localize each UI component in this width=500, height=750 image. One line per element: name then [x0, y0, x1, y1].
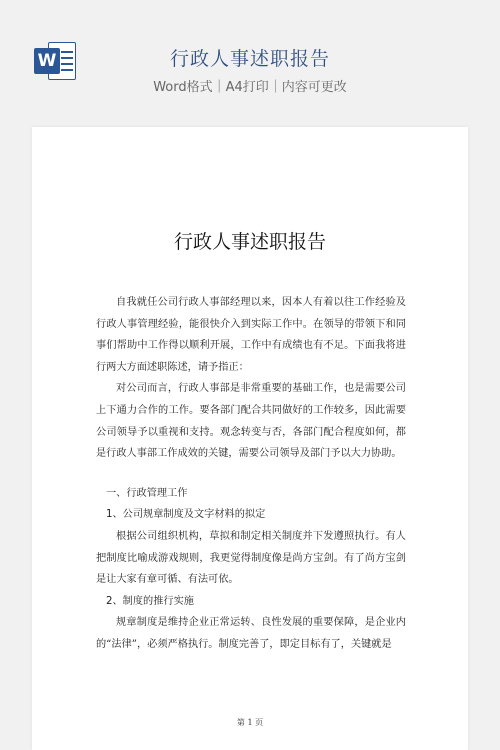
paragraph: 根据公司组织机构，草拟和制定相关制度并下发遵照执行。有人把制度比喻成游戏规则，我更觉得制度像是尚方宝剑。有了尚方宝剑是让大家有章可循、有法可依。 — [96, 530, 406, 586]
subsection-heading: 2、制度的推行实施 — [106, 595, 194, 607]
paragraph: 自我就任公司行政人事部经理以来，因本人有着以往工作经验及行政人事管理经验，能很快介入到实际工作中。在领导的带领下和同事们帮助中工作得以顺利开展，工作中有成绩也有不足。下面我将进行两大方面述职陈述，请予指正： — [96, 297, 406, 373]
document-page — [32, 127, 468, 750]
document-body — [96, 292, 406, 656]
header-title: 行政人事述职报告 — [169, 48, 330, 70]
word-badge: W — [34, 48, 60, 74]
paragraph: 规章制度是维持企业正常运转、良性发展的重要保障，是企业内的“法律”，必须严格执行。制度完善了，即定目标有了，关键就是 — [96, 617, 406, 650]
header — [0, 0, 500, 120]
section-heading: 一、行政管理工作 — [106, 487, 188, 499]
paragraph: 对公司而言，行政人事部是非常重要的基础工作，也是需要公司上下通力合作的工作。要各部门配合共同做好的工作较多，因此需要公司领导予以重视和支持。观念转变与否，各部门配合程度如何，都是行政人事部工作成效的关键，需要公司领导及部门予以大力协助。 — [96, 383, 406, 460]
header-subtitle: Word格式｜A4打印｜内容可更改 — [153, 80, 347, 95]
page-number: 第 1 页 — [236, 718, 264, 727]
page-title: 行政人事述职报告 — [173, 231, 326, 253]
subsection-heading: 1、公司规章制度及文字材料的拟定 — [106, 509, 266, 521]
